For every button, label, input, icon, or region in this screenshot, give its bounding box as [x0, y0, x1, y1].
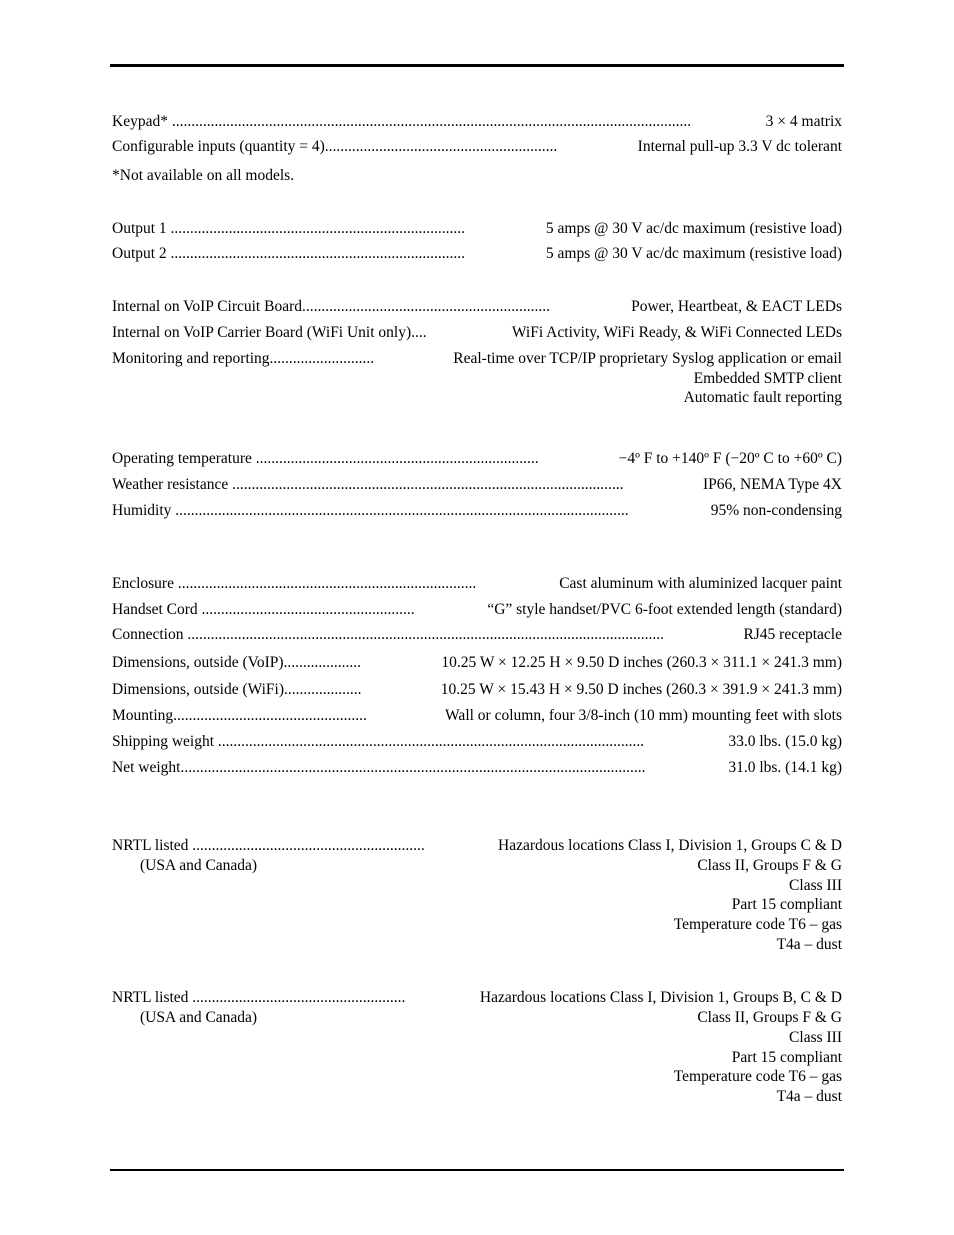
spec-label: Handset Cord ....................................................... [112, 601, 415, 618]
spec-value: Wall or column, four 3/8-inch (10 mm) mounting feet with slots [439, 706, 842, 726]
spec-continuation: Automatic fault reporting [683, 389, 842, 406]
spec-row-nrtl-1 [112, 836, 842, 856]
spec-continuation: Class II, Groups F & G [697, 857, 842, 874]
spec-sublabel: (USA and Canada) [140, 1009, 258, 1026]
spec-value: Internal pull-up 3.3 V dc tolerant [632, 137, 842, 157]
spec-continuation: Part 15 compliant [731, 1049, 842, 1066]
spec-row-carrier-board [112, 323, 842, 343]
spec-value: WiFi Activity, WiFi Ready, & WiFi Connected LEDs [506, 323, 842, 343]
footer-rule [110, 1169, 844, 1171]
spec-row-output-1 [112, 219, 842, 239]
spec-label: Dimensions, outside (WiFi).................... [112, 681, 362, 698]
spec-row-net-weight [112, 758, 842, 778]
spec-label: Operating temperature ......................................................................... [112, 450, 539, 467]
spec-continuation: Class III [789, 1029, 842, 1046]
spec-row-weather-resistance [112, 475, 842, 495]
spec-continuation: Temperature code T6 – gas [673, 1068, 842, 1085]
spec-value: 5 amps @ 30 V ac/dc maximum (resistive load) [540, 244, 842, 264]
spec-row-mounting [112, 706, 842, 726]
spec-continuation: Class II, Groups F & G [697, 1009, 842, 1026]
spec-value: Hazardous locations Class I, Division 1, Groups B, C & D [479, 989, 842, 1006]
spec-row-keypad [112, 112, 842, 132]
spec-sublabel: (USA and Canada) [140, 857, 258, 874]
spec-value: −4º F to +140º F (−20º C to +60º C) [613, 449, 842, 469]
spec-row-handset-cord [112, 600, 842, 620]
spec-row-shipping-weight [112, 732, 842, 752]
spec-row-configurable-inputs [112, 137, 842, 157]
spec-label: Output 1 ............................................................................ [112, 220, 466, 237]
spec-row-monitoring [112, 349, 842, 369]
spec-label: Monitoring and reporting........................... [112, 350, 375, 367]
spec-value: 95% non-condensing [705, 501, 842, 521]
spec-value: IP66, NEMA Type 4X [703, 476, 842, 493]
spec-row-output-2 [112, 244, 842, 264]
spec-continuation: T4a – dust [776, 936, 842, 953]
spec-continuation: Class III [789, 877, 842, 894]
spec-label: Internal on VoIP Circuit Board................................................................ [112, 298, 550, 315]
spec-value: 31.0 lbs. (14.1 kg) [722, 758, 842, 778]
spec-value: Power, Heartbeat, & EACT LEDs [625, 297, 842, 317]
spec-label: Humidity ..................................................................................................................... [112, 502, 629, 519]
spec-label: Mounting.................................................. [112, 707, 367, 724]
spec-row-operating-temperature [112, 449, 842, 469]
spec-value: Real-time over TCP/IP proprietary Syslog application or email [447, 349, 842, 369]
spec-row-connection [112, 625, 842, 645]
spec-label: Connection ........................................................................................................................... [112, 626, 664, 643]
spec-value: RJ45 receptacle [739, 625, 842, 645]
spec-row-enclosure [112, 574, 842, 594]
spec-value: 3 × 4 matrix [762, 112, 842, 132]
spec-value: 10.25 W × 15.43 H × 9.50 D inches (260.3 × 391.9 × 241.3 mm) [435, 680, 842, 700]
spec-row-humidity [112, 501, 842, 521]
spec-label: Weather resistance ..................................................................................................... [112, 476, 624, 493]
spec-label: NRTL listed ....................................................... [112, 989, 406, 1006]
spec-value: 33.0 lbs. (15.0 kg) [722, 732, 842, 752]
spec-row-dimensions-voip [112, 653, 842, 673]
spec-row-dimensions-wifi [112, 680, 842, 700]
spec-continuation: Temperature code T6 – gas [673, 916, 842, 933]
spec-label: Internal on VoIP Carrier Board (WiFi Unit only).... [112, 324, 427, 341]
spec-value: Hazardous locations Class I, Division 1, Groups C & D [498, 837, 842, 854]
spec-continuation: T4a – dust [776, 1088, 842, 1105]
spec-label: Configurable inputs (quantity = 4)............................................................ [112, 138, 558, 155]
spec-row-circuit-board [112, 297, 842, 317]
spec-label: NRTL listed ............................................................ [112, 837, 425, 854]
spec-value: “G” style handset/PVC 6-foot extended length (standard) [487, 601, 842, 618]
spec-label: Net weight........................................................................................................................ [112, 759, 646, 776]
header-rule [110, 64, 844, 67]
spec-label: Enclosure ............................................................................. [112, 575, 477, 592]
spec-label: Dimensions, outside (VoIP).................... [112, 654, 362, 671]
spec-value: 10.25 W × 12.25 H × 9.50 D inches (260.3 × 311.1 × 241.3 mm) [435, 653, 842, 673]
spec-continuation: Part 15 compliant [731, 896, 842, 913]
spec-label: Shipping weight .............................................................................................................. [112, 733, 645, 750]
spec-row-nrtl-2 [112, 988, 842, 1008]
footnote: *Not available on all models. [112, 167, 295, 184]
spec-label: Output 2 ............................................................................ [112, 245, 466, 262]
spec-label: Keypad* ...................................................................................................................................... [112, 113, 692, 130]
spec-value: 5 amps @ 30 V ac/dc maximum (resistive load) [540, 219, 842, 239]
spec-value: Cast aluminum with aluminized lacquer paint [553, 574, 842, 594]
spec-continuation: Embedded SMTP client [693, 370, 842, 387]
